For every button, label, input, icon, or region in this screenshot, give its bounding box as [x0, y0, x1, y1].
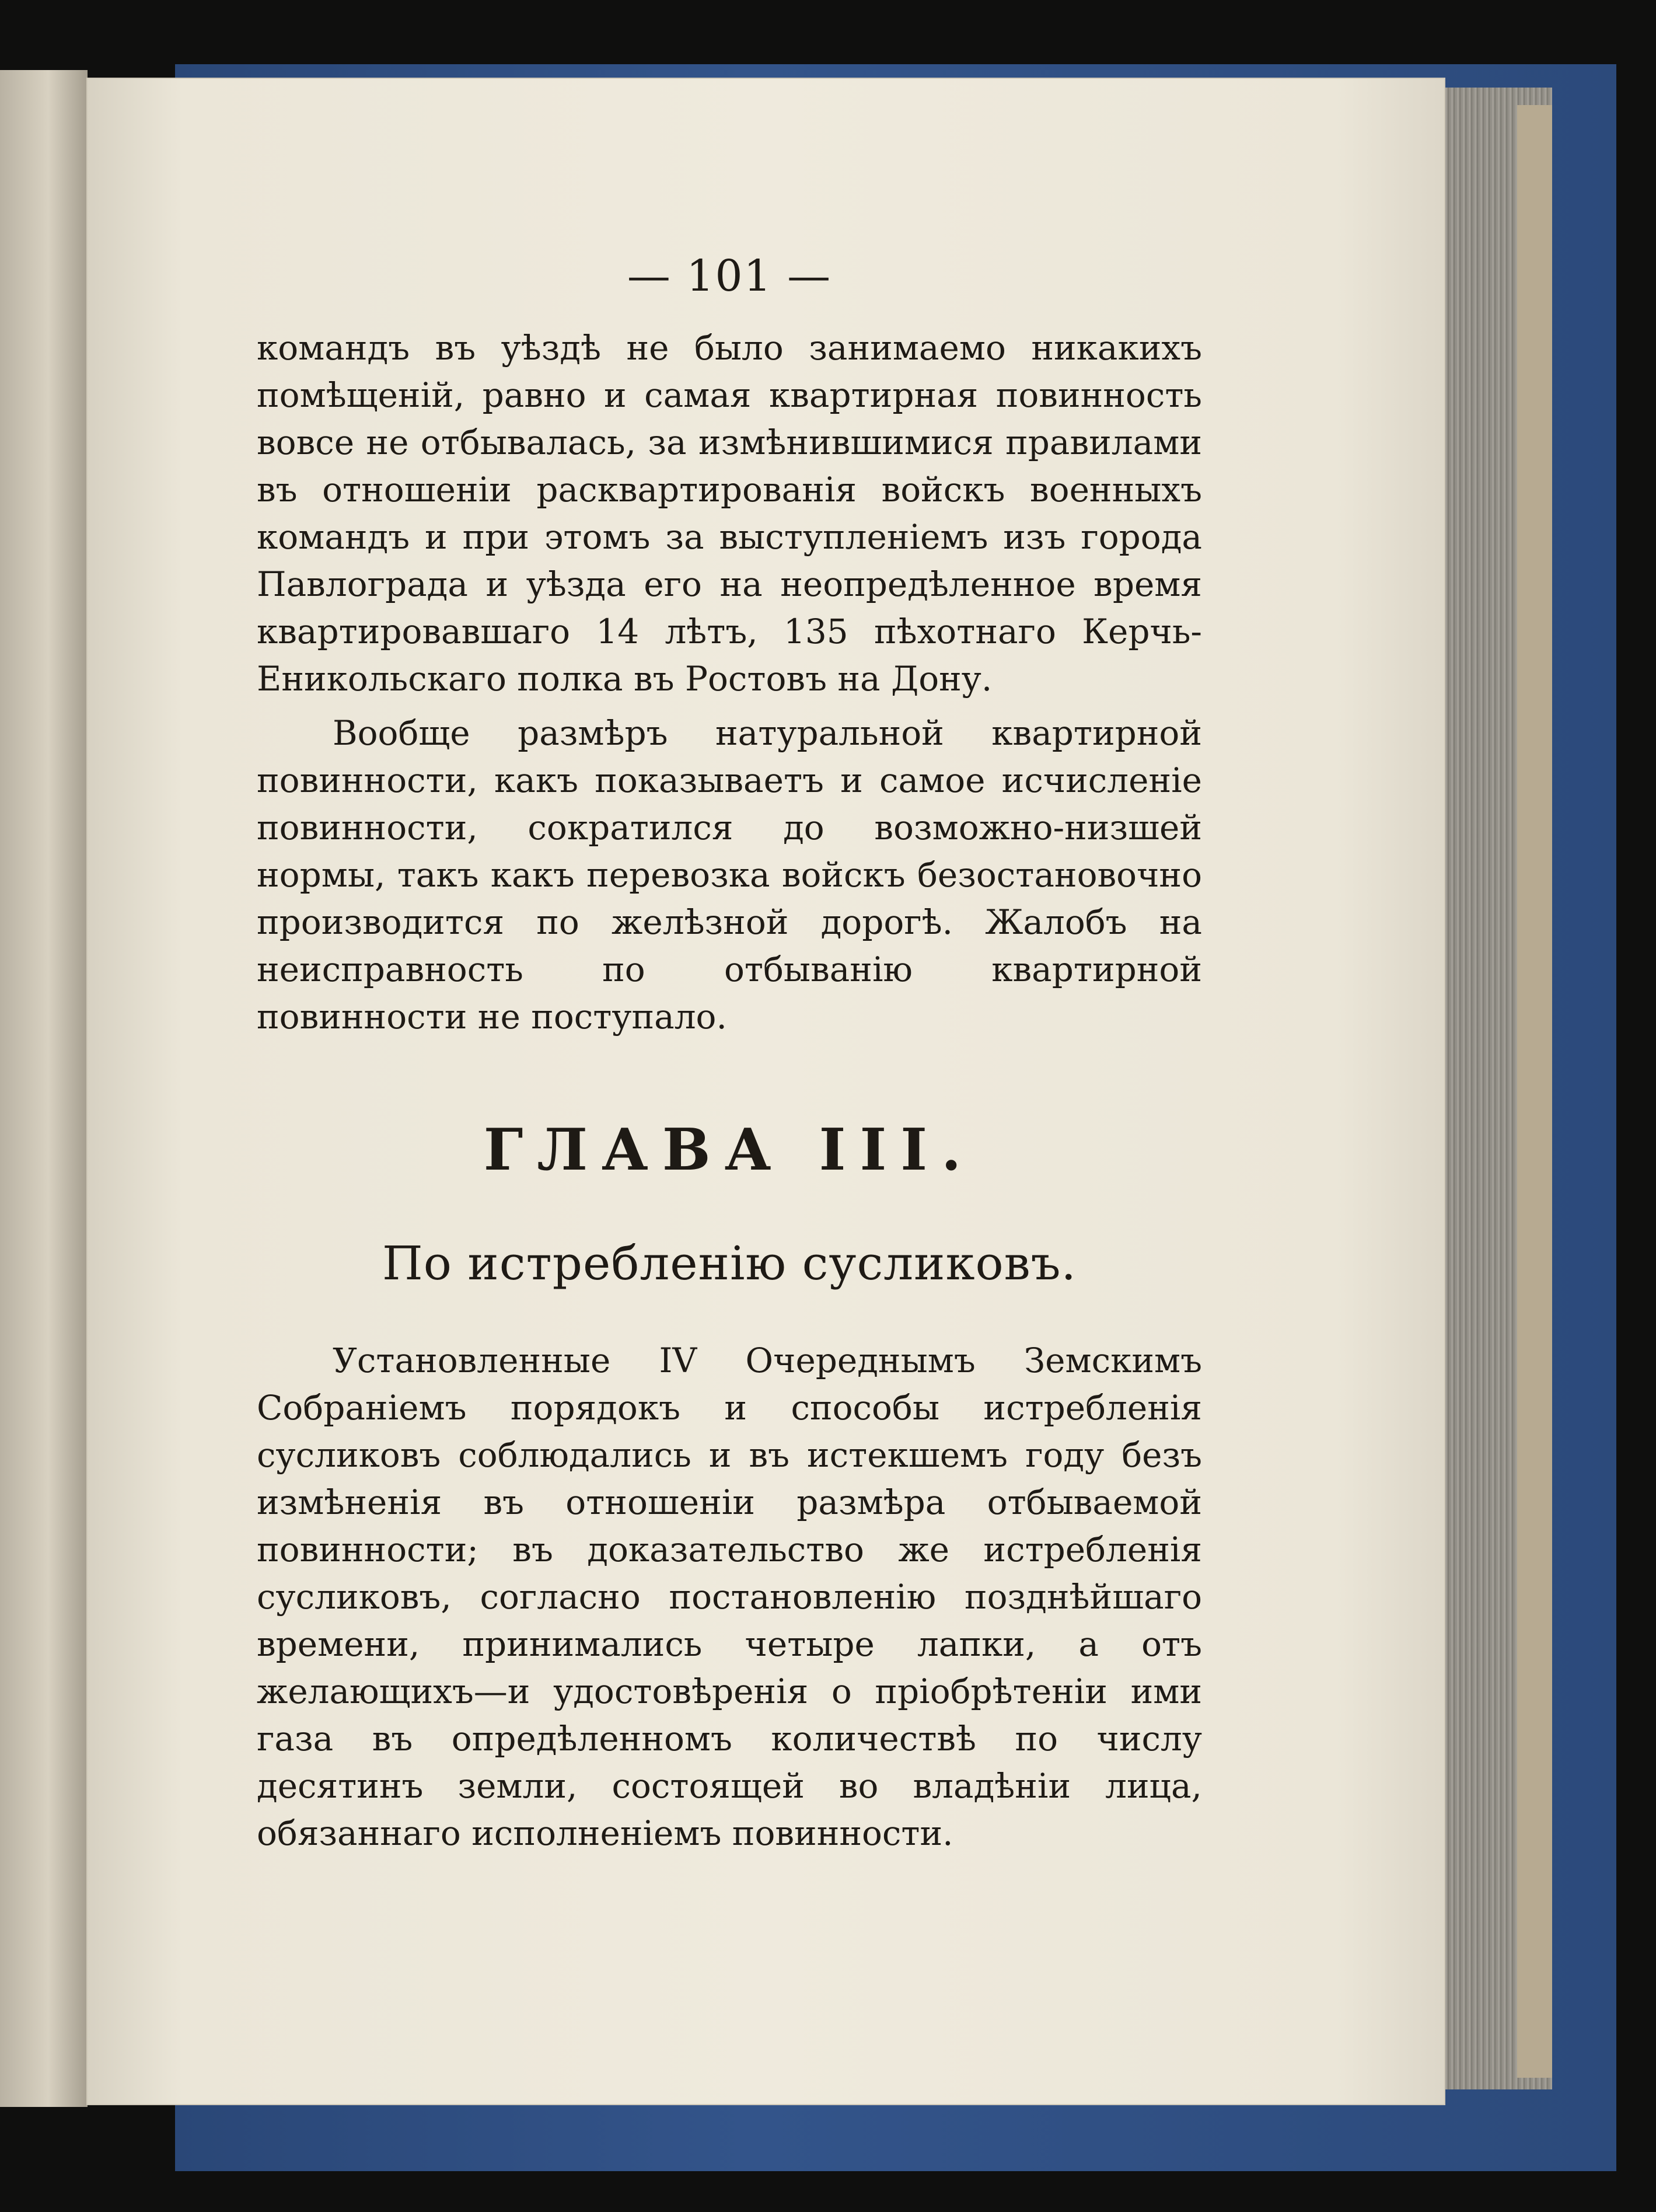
- paragraph-gopher-extermination: Установленные IV Очереднымъ Земскимъ Собраніемъ порядокъ и способы истребленія сусликовъ соблюдались и въ истекшемъ году безъ измѣненія въ отношеніи размѣра отбываемой повинности; въ доказательство же истребленія сусликовъ, согласно постановленію позднѣйшаго времени, принимались четыре лапки, а отъ желающихъ—и удостовѣренія о пріобрѣтеніи ими газа въ опредѣленномъ количествѣ по числу десятинъ земли, состоящей во владѣніи лица, обязаннаго исполненіемъ повинности.: [257, 1341, 1202, 1853]
- chapter-title: ГЛАВА III.: [483, 1117, 976, 1184]
- paragraph-quartering-continuation: командъ въ уѣздѣ не было занимаемо никакихъ помѣщеній, равно и самая квартирная повинность вовсе не отбывалась, за измѣнившимися правилами въ отношеніи расквартированія войскъ военныхъ командъ и при этомъ за выступленіемъ изъ города Павлограда и уѣзда его на неопредѣленное время квартировавшаго 14 лѣтъ, 135 пѣхотнаго Керчь-Еникольскаго полка въ Ростовъ на Дону.: [257, 328, 1202, 699]
- binding-cloth-edge: [1517, 105, 1552, 2078]
- paragraph-quartering-duty-size: Вообще размѣръ натуральной квартирной повинности, какъ показываетъ и самое исчисленіе повинности, сократился до возможно-низшей нормы, такъ какъ перевозка войскъ безостановочно производится по желѣзной дорогѣ. Жалобъ на неисправность по отбыванію квартирной повинности не поступало.: [257, 713, 1202, 1037]
- page-number: — 101 —: [627, 251, 832, 301]
- left-facing-page-edge: [0, 70, 88, 2107]
- page-content: [257, 251, 1202, 1857]
- section-title: По истребленію сусликовъ.: [382, 1236, 1077, 1290]
